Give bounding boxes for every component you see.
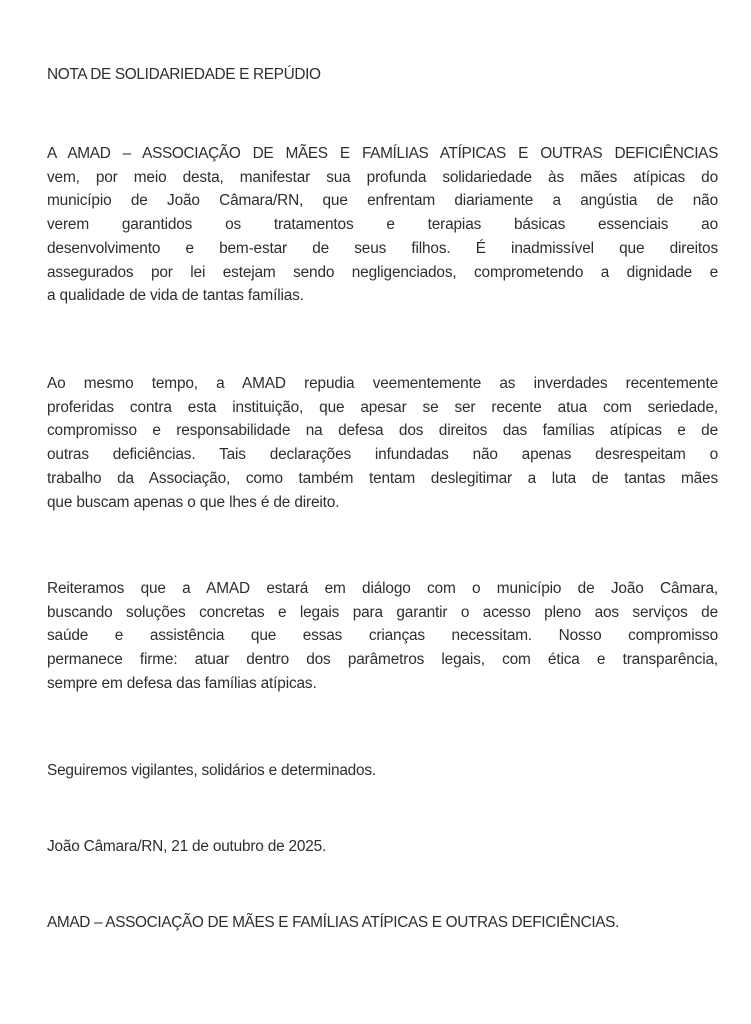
document-title: NOTA DE SOLIDARIEDADE E REPÚDIO <box>47 66 321 83</box>
paragraph-line: buscando soluções concretas e legais para garantir o acesso pleno aos serviços de <box>47 603 718 621</box>
paragraph-line: a qualidade de vida de tantas famílias. <box>47 287 304 305</box>
paragraph-line: assegurados por lei estejam sendo negligenciados, comprometendo a dignidade e <box>47 263 718 281</box>
closing-statement: Seguiremos vigilantes, solidários e determinados. <box>47 762 376 779</box>
paragraph-line: desenvolvimento e bem-estar de seus filhos. É inadmissível que direitos <box>47 239 718 257</box>
paragraph-line: Ao mesmo tempo, a AMAD repudia veementemente as inverdades recentemente <box>47 375 718 392</box>
paragraph-line: Reiteramos que a AMAD estará em diálogo com o município de João Câmara, <box>47 580 718 597</box>
paragraph-commitment <box>47 577 718 696</box>
paragraph-line: proferidas contra esta instituição, que apesar se ser recente atua com seriedade, <box>47 398 718 416</box>
paragraph-solidarity <box>47 142 718 308</box>
paragraph-line: que buscam apenas o que lhes é de direito. <box>47 493 340 511</box>
paragraph-line: vem, por meio desta, manifestar sua profunda solidariedade às mães atípicas do <box>47 168 718 186</box>
paragraph-line: município de João Câmara/RN, que enfrentam diariamente a angústia de não <box>47 192 718 210</box>
signature: AMAD – ASSOCIAÇÃO DE MÃES E FAMÍLIAS ATÍPICAS E OUTRAS DEFICIÊNCIAS. <box>47 914 620 931</box>
place-and-date: João Câmara/RN, 21 de outubro de 2025. <box>47 838 327 855</box>
paragraph-line: compromisso e responsabilidade na defesa dos direitos das famílias atípicas e de <box>47 422 718 440</box>
paragraph-line: verem garantidos os tratamentos e terapias básicas essenciais ao <box>47 216 718 234</box>
paragraph-repudiation <box>47 372 718 514</box>
paragraph-line: trabalho da Associação, como também tentam deslegitimar a luta de tantas mães <box>47 469 718 487</box>
paragraph-line: sempre em defesa das famílias atípicas. <box>47 674 317 692</box>
paragraph-line: permanece firme: atuar dentro dos parâmetros legais, com ética e transparência, <box>47 651 718 669</box>
paragraph-line: A AMAD – ASSOCIAÇÃO DE MÃES E FAMÍLIAS ATÍPICAS E OUTRAS DEFICIÊNCIAS <box>47 145 718 162</box>
paragraph-line: saúde e assistência que essas crianças necessitam. Nosso compromisso <box>47 627 718 645</box>
paragraph-line: outras deficiências. Tais declarações infundadas não apenas desrespeitam o <box>47 446 718 464</box>
